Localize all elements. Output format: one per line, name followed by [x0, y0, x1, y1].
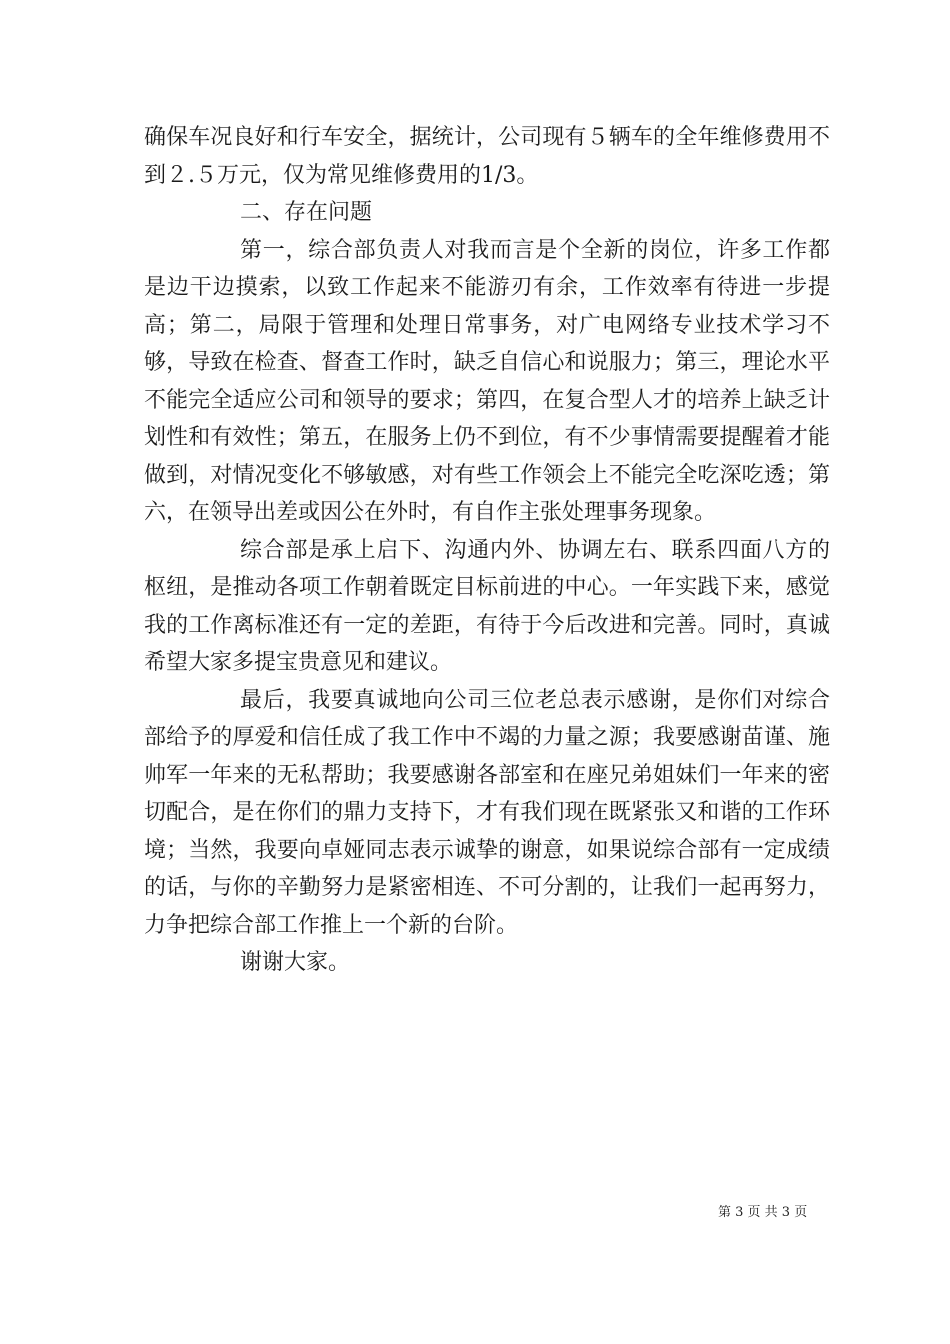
section-heading-problems: 二、存在问题: [240, 200, 373, 225]
paragraph-department-role: 综合部是承上启下、沟通内外、协调左右、联系四面八方的枢纽，是推动各项工作朝着既定目标前进的中心。一年实践下来，感觉我的工作离标准还有一定的差距，有待于今后改进和完善。同时，真诚希望大家多提宝贵意见和建议。: [144, 537, 830, 675]
page-number-footer: 第 3 页 共 3 页: [718, 1205, 808, 1220]
document-body: [144, 119, 830, 982]
paragraph-problems-list: 第一，综合部负责人对我而言是个全新的岗位，许多工作都是边干边摸索，以致工作起来不能游刃有余，工作效率有待进一步提高；第二，局限于管理和处理日常事务，对广电网络专业技术学习不够，导致在检查、督查工作时，缺乏自信心和说服力；第三，理论水平不能完全适应公司和领导的要求；第四，在复合型人才的培养上缺乏计划性和有效性；第五，在服务上仍不到位，有不少事情需要提醒着才能做到，对情况变化不够敏感，对有些工作领会上不能完全吃深吃透；第六，在领导出差或因公在外时，有自作主张处理事务现象。: [144, 237, 830, 525]
paragraph-acknowledgements: 最后，我要真诚地向公司三位老总表示感谢，是你们对综合部给予的厚爱和信任成了我工作中不竭的力量之源；我要感谢苗谨、施帅军一年来的无私帮助；我要感谢各部室和在座兄弟姐妹们一年来的密切配合，是在你们的鼎力支持下，才有我们现在既紧张又和谐的工作环境；当然，我要向卓娅同志表示诚挚的谢意，如果说综合部有一定成绩的话，与你的辛勤努力是紧密相连、不可分割的，让我们一起再努力，力争把综合部工作推上一个新的台阶。: [144, 687, 830, 938]
paragraph-closing-thanks: 谢谢大家。: [240, 950, 351, 975]
paragraph-vehicle-maintenance: 确保车况良好和行车安全，据统计，公司现有５辆车的全年维修费用不到２.５万元，仅为常见维修费用的1/3。: [144, 125, 830, 188]
